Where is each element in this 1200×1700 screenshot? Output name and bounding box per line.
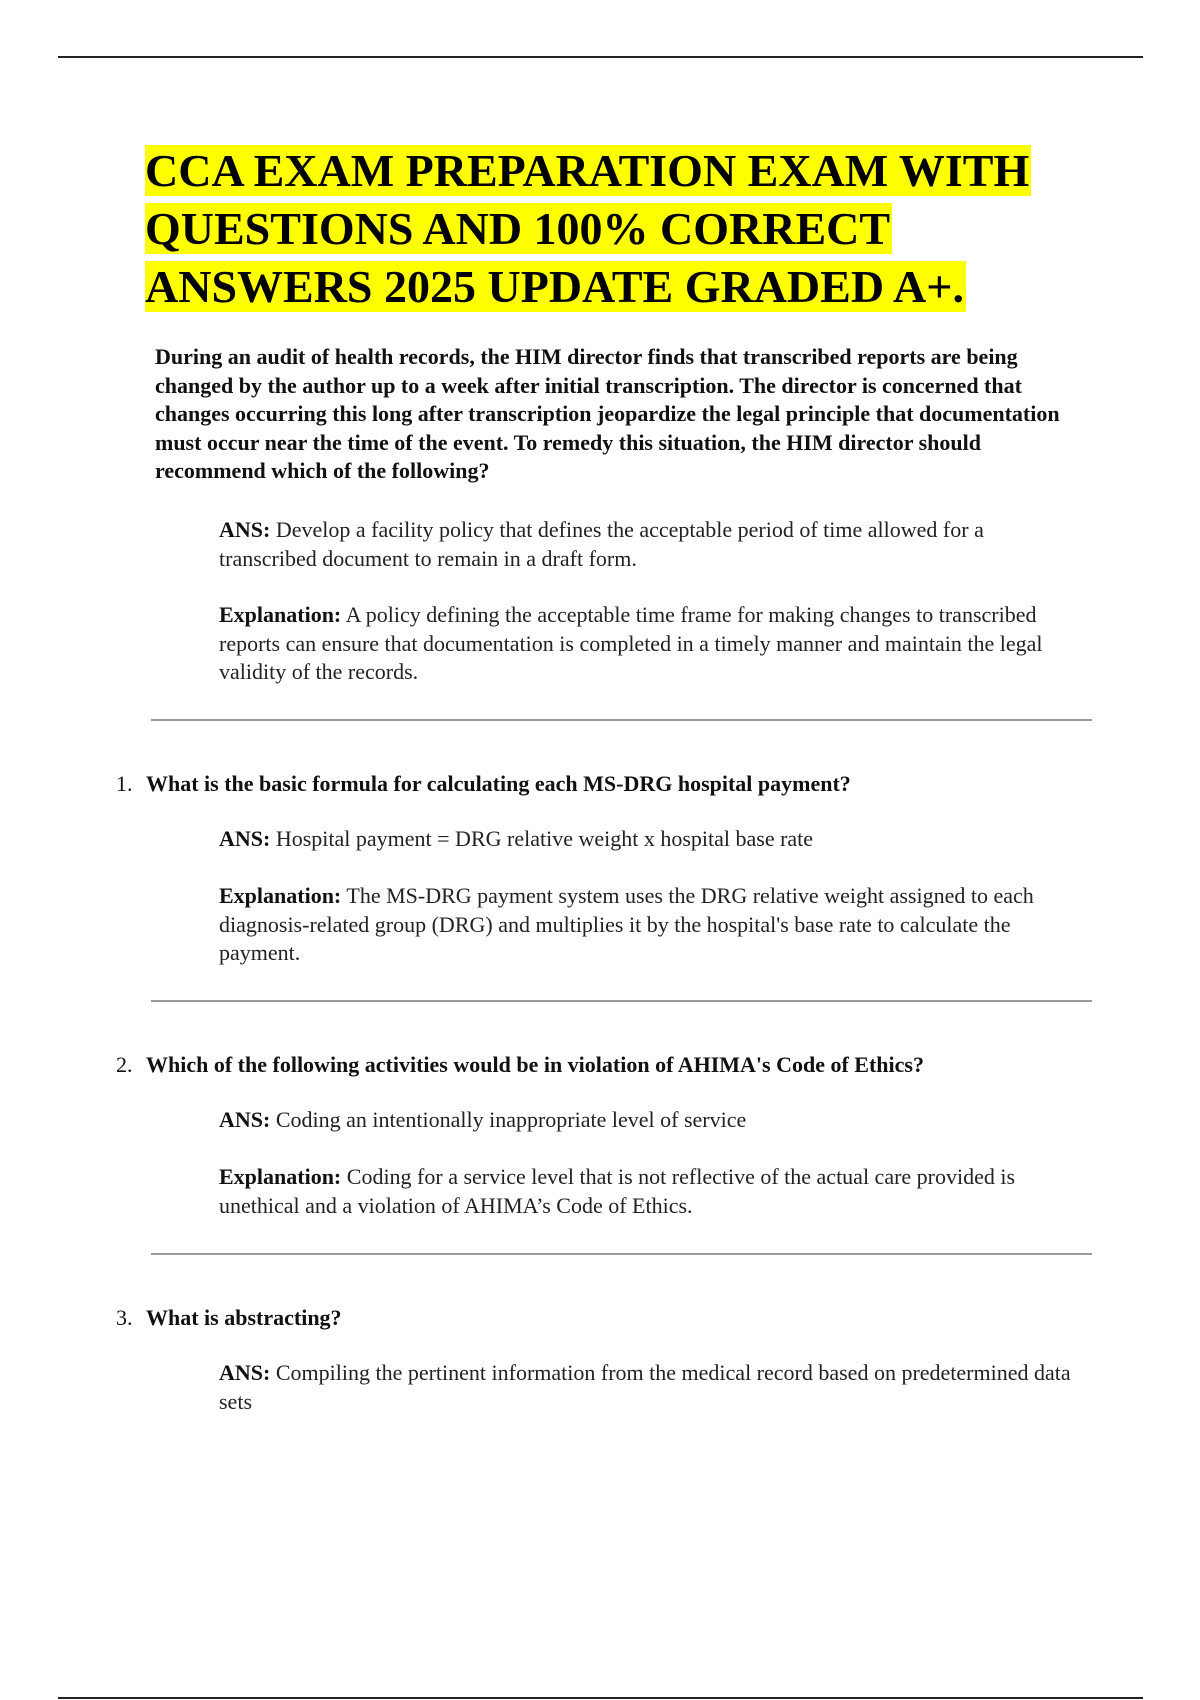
answer-label: ANS: — [219, 1107, 271, 1132]
explanation-text: A policy defining the acceptable time frame for making changes to transcribed reports can ensure that documentation is completed in a timely manner and maintain the legal validity of the records. — [219, 602, 1043, 684]
answer-label: ANS: — [219, 517, 271, 542]
question-separator — [151, 1000, 1092, 1002]
answer-text: Develop a facility policy that defines the acceptable period of time allowed for a transcribed document to remain in a draft form. — [219, 517, 984, 571]
title-line-1: CCA EXAM PREPARATION EXAM WITH — [145, 145, 1030, 196]
answer-text: Hospital payment = DRG relative weight x hospital base rate — [275, 826, 814, 851]
question-number: 3. — [116, 1305, 133, 1330]
answer-text: Coding an intentionally inappropriate level of service — [275, 1107, 747, 1132]
question-3-answer — [219, 1359, 1079, 1416]
question-number: 2. — [116, 1052, 133, 1077]
answer-label: ANS: — [219, 826, 271, 851]
question-text: What is the basic formula for calculating each MS-DRG hospital payment? — [146, 771, 851, 796]
intro-answer — [219, 516, 1079, 573]
page-bottom-rule — [58, 1697, 1143, 1699]
page-top-rule — [58, 56, 1143, 58]
question-1 — [116, 770, 1096, 799]
explanation-label: Explanation: — [219, 883, 342, 908]
title-line-2: QUESTIONS AND 100% CORRECT — [145, 203, 891, 254]
intro-explanation — [219, 601, 1079, 687]
question-text: What is abstracting? — [146, 1305, 342, 1330]
question-text: Which of the following activities would be in violation of AHIMA's Code of Ethics? — [146, 1052, 924, 1077]
document-title — [145, 142, 1105, 316]
intro-question: During an audit of health records, the HIM director finds that transcribed reports are being changed by the author up to a week after initial transcription. The director is concerned that changes occurring this long after transcription jeopardize the legal principle that documentation must occur near the time of the event. To remedy this situation, the HIM director should recommend which of the following? — [155, 344, 1060, 483]
question-2-explanation — [219, 1163, 1079, 1220]
question-2 — [116, 1051, 1096, 1080]
explanation-label: Explanation: — [219, 602, 342, 627]
title-line-3: ANSWERS 2025 UPDATE GRADED A+. — [145, 261, 964, 312]
question-3 — [116, 1304, 1096, 1333]
question-1-answer — [219, 825, 1079, 854]
question-2-answer — [219, 1106, 1079, 1135]
question-1-explanation — [219, 882, 1079, 968]
question-separator — [151, 719, 1092, 721]
explanation-text: Coding for a service level that is not reflective of the actual care provided is unethical and a violation of AHIMA’s Code of Ethics. — [219, 1164, 1016, 1218]
question-number: 1. — [116, 771, 133, 796]
answer-text: Compiling the pertinent information from the medical record based on predetermined data sets — [219, 1360, 1071, 1414]
explanation-label: Explanation: — [219, 1164, 342, 1189]
question-separator — [151, 1253, 1092, 1255]
answer-label: ANS: — [219, 1360, 271, 1385]
explanation-text: The MS-DRG payment system uses the DRG relative weight assigned to each diagnosis-related group (DRG) and multiplies it by the hospital's base rate to calculate the payment. — [219, 883, 1034, 965]
